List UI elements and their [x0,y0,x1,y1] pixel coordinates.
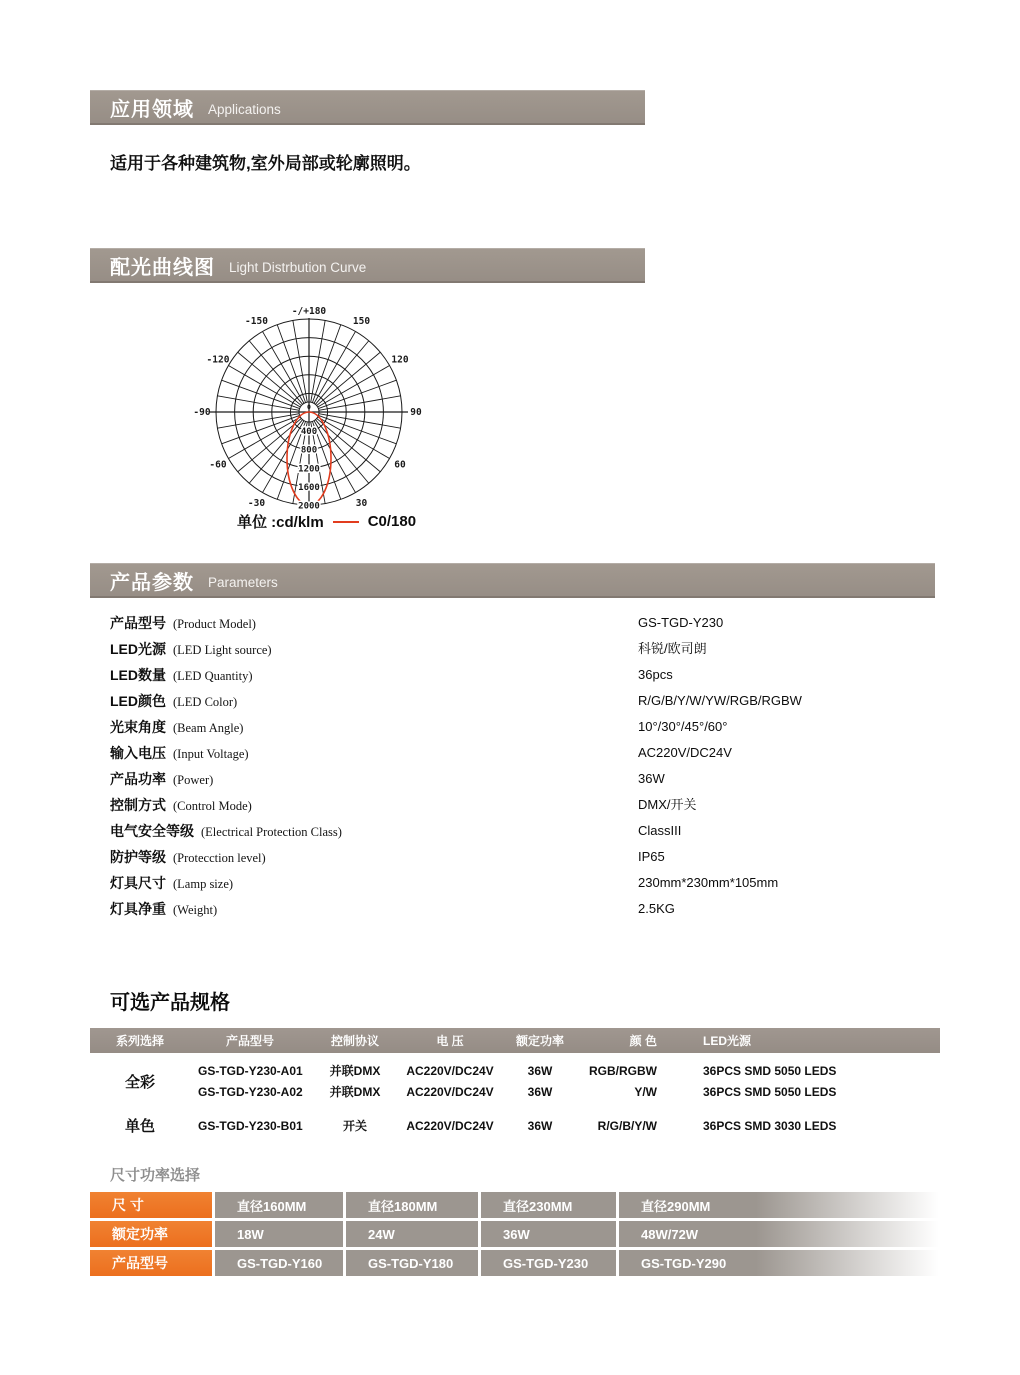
parameter-label-en: (LED Light source) [173,643,272,657]
table-cell: 18W [215,1221,343,1247]
parameter-label-en: (LED Quantity) [173,669,253,683]
cell-power: 36W [527,1118,553,1133]
parameters-list [110,610,940,922]
parameter-value: R/G/B/Y/W/YW/RGB/RGBW [638,693,802,708]
section-title-cn: 应用领域 [110,99,194,121]
table-cell: 直径180MM [346,1192,478,1218]
table-cell: 24W [346,1221,478,1247]
table-cell: GS-TGD-Y160 [215,1250,343,1276]
parameter-value: 10°/30°/45°/60° [638,719,728,734]
parameter-label-en: (Electrical Protection Class) [201,825,342,839]
parameter-label-cn: 防护等级 [110,849,166,865]
options-group-fullcolor [90,1060,940,1102]
section-header-parameters [90,563,935,598]
parameter-label-cn: 灯具尺寸 [110,875,166,891]
parameter-row [110,740,940,766]
parameter-row [110,792,940,818]
svg-text:400: 400 [300,427,318,438]
table-cell: GS-TGD-Y230 [481,1250,616,1276]
parameter-label-en: (Input Voltage) [173,747,249,761]
row-label: 额定功率 [90,1221,212,1247]
cell-voltage: AC220V/DC24V [406,1063,494,1078]
parameter-value: 2.5KG [638,901,675,916]
parameter-row [110,688,940,714]
cell-model: GS-TGD-Y230-B01 [198,1118,303,1133]
svg-text:2000: 2000 [298,501,320,512]
parameter-label-cn: 输入电压 [110,745,166,761]
table-cell: 直径160MM [215,1192,343,1218]
section-title-en: Parameters [208,574,278,590]
parameter-label-en: (Lamp size) [173,877,234,891]
options-col-header: 电 压 [436,1034,464,1048]
series-label: 单色 [124,1118,155,1135]
cell-color: R/G/B/Y/W [597,1118,657,1133]
parameter-label-cn: LED光源 [110,641,166,657]
svg-text:60: 60 [394,459,406,471]
cell-color: Y/W [634,1084,657,1099]
parameter-row [110,636,940,662]
parameter-label-cn: 灯具净重 [110,901,166,917]
cell-model: GS-TGD-Y230-A01 [198,1063,303,1078]
section-title-cn: 产品参数 [110,572,194,594]
parameter-label-en: (LED Color) [173,695,238,709]
parameter-row [110,818,940,844]
parameter-value: 科锐/欧司朗 [638,641,707,656]
svg-text:-60: -60 [209,459,227,471]
svg-text:30: 30 [355,498,368,509]
table-cell: GS-TGD-Y180 [346,1250,478,1276]
svg-text:-/+180: -/+180 [291,306,327,317]
cell-power: 36W [527,1063,553,1078]
parameter-label-cn: 控制方式 [110,797,166,813]
table-cell: 36W [481,1221,616,1247]
chart-caption [237,511,416,532]
table-cell: GS-TGD-Y290 [619,1250,945,1276]
section-title-en: Applications [208,101,281,117]
size-power-table [90,1192,945,1276]
svg-text:90: 90 [410,407,422,418]
parameter-row [110,896,940,922]
parameter-label-cn: 电气安全等级 [110,823,194,839]
options-col-header: 额定功率 [515,1034,564,1048]
parameter-label-en: (Protecction level) [173,851,266,865]
parameter-label-en: (Power) [173,773,214,787]
svg-text:1600: 1600 [298,482,320,493]
options-table-body [90,1060,940,1136]
table-row [190,1081,940,1102]
options-col-header: 系列选择 [115,1034,164,1048]
cell-led-source: 36PCS SMD 5050 LEDS [703,1084,837,1099]
parameter-row [110,610,940,636]
series-label: 全彩 [124,1073,155,1091]
svg-text:-30: -30 [247,498,266,509]
parameter-row [110,766,940,792]
cell-protocol: 并联DMX [329,1064,381,1078]
parameter-value: IP65 [638,849,665,864]
row-label: 尺 寸 [90,1192,212,1218]
parameter-label-en: (Product Model) [173,617,256,631]
section-title-en: Light Distrbution Curve [229,259,367,275]
section-header-applications [90,90,645,125]
size-power-title: 尺寸功率选择 [110,1167,201,1184]
svg-text:-150: -150 [245,316,268,327]
chart-legend-label: C0/180 [367,513,417,530]
section-title-cn: 配光曲线图 [110,257,215,279]
cell-protocol: 并联DMX [329,1085,381,1099]
cell-protocol: 开关 [342,1119,367,1133]
table-row [190,1115,940,1136]
parameter-label-en: (Beam Angle) [173,721,244,735]
parameter-value: 36W [638,771,665,786]
legend-line-icon [333,521,359,523]
row-label: 产品型号 [90,1250,212,1276]
parameter-value: 36pcs [638,667,673,682]
options-col-header: 颜 色 [629,1034,657,1048]
chart-unit-label: 单位 :cd/klm [237,514,324,531]
cell-power: 36W [527,1084,553,1099]
svg-text:1200: 1200 [298,464,320,475]
svg-text:-90: -90 [193,407,211,418]
section-header-light-curve [90,248,645,283]
svg-text:120: 120 [391,354,409,366]
options-group-monochrome [90,1115,940,1136]
applications-text: 适用于各种建筑物,室外局部或轮廓照明。 [110,154,421,173]
svg-text:150: 150 [352,316,371,327]
parameter-label-cn: LED数量 [110,667,166,683]
parameter-label-cn: 产品型号 [110,615,166,631]
options-section-title: 可选产品规格 [110,992,230,1014]
svg-text:800: 800 [300,445,318,456]
svg-text:0: 0 [307,403,311,411]
cell-led-source: 36PCS SMD 5050 LEDS [703,1063,837,1078]
parameter-row [110,714,940,740]
parameter-value: 230mm*230mm*105mm [638,875,779,890]
parameter-value: ClassIII [638,823,682,838]
options-col-header: 产品型号 [225,1034,274,1048]
options-table-header [90,1028,940,1053]
parameter-row [110,870,940,896]
cell-voltage: AC220V/DC24V [406,1118,494,1133]
cell-color: RGB/RGBW [589,1063,657,1078]
svg-text:-120: -120 [206,354,230,366]
parameter-value: DMX/开关 [638,797,697,812]
cell-model: GS-TGD-Y230-A02 [198,1084,303,1099]
table-cell: 48W/72W [619,1221,945,1247]
parameter-label-cn: 光束角度 [110,719,166,735]
options-col-header: LED光源 [703,1034,752,1048]
parameter-label-en: (Control Mode) [173,799,252,813]
parameter-label-en: (Weight) [173,903,218,917]
parameter-value: GS-TGD-Y230 [638,615,724,630]
parameter-row [110,662,940,688]
table-cell: 直径290MM [619,1192,945,1218]
table-cell: 直径230MM [481,1192,616,1218]
parameter-label-cn: 产品功率 [110,771,166,787]
parameter-row [110,844,940,870]
polar-light-distribution-chart [183,296,443,521]
parameter-label-cn: LED颜色 [110,693,166,709]
options-col-header: 控制协议 [330,1034,379,1048]
table-row [190,1060,940,1081]
cell-led-source: 36PCS SMD 3030 LEDS [703,1118,837,1133]
cell-voltage: AC220V/DC24V [406,1084,494,1099]
parameter-value: AC220V/DC24V [638,745,732,760]
